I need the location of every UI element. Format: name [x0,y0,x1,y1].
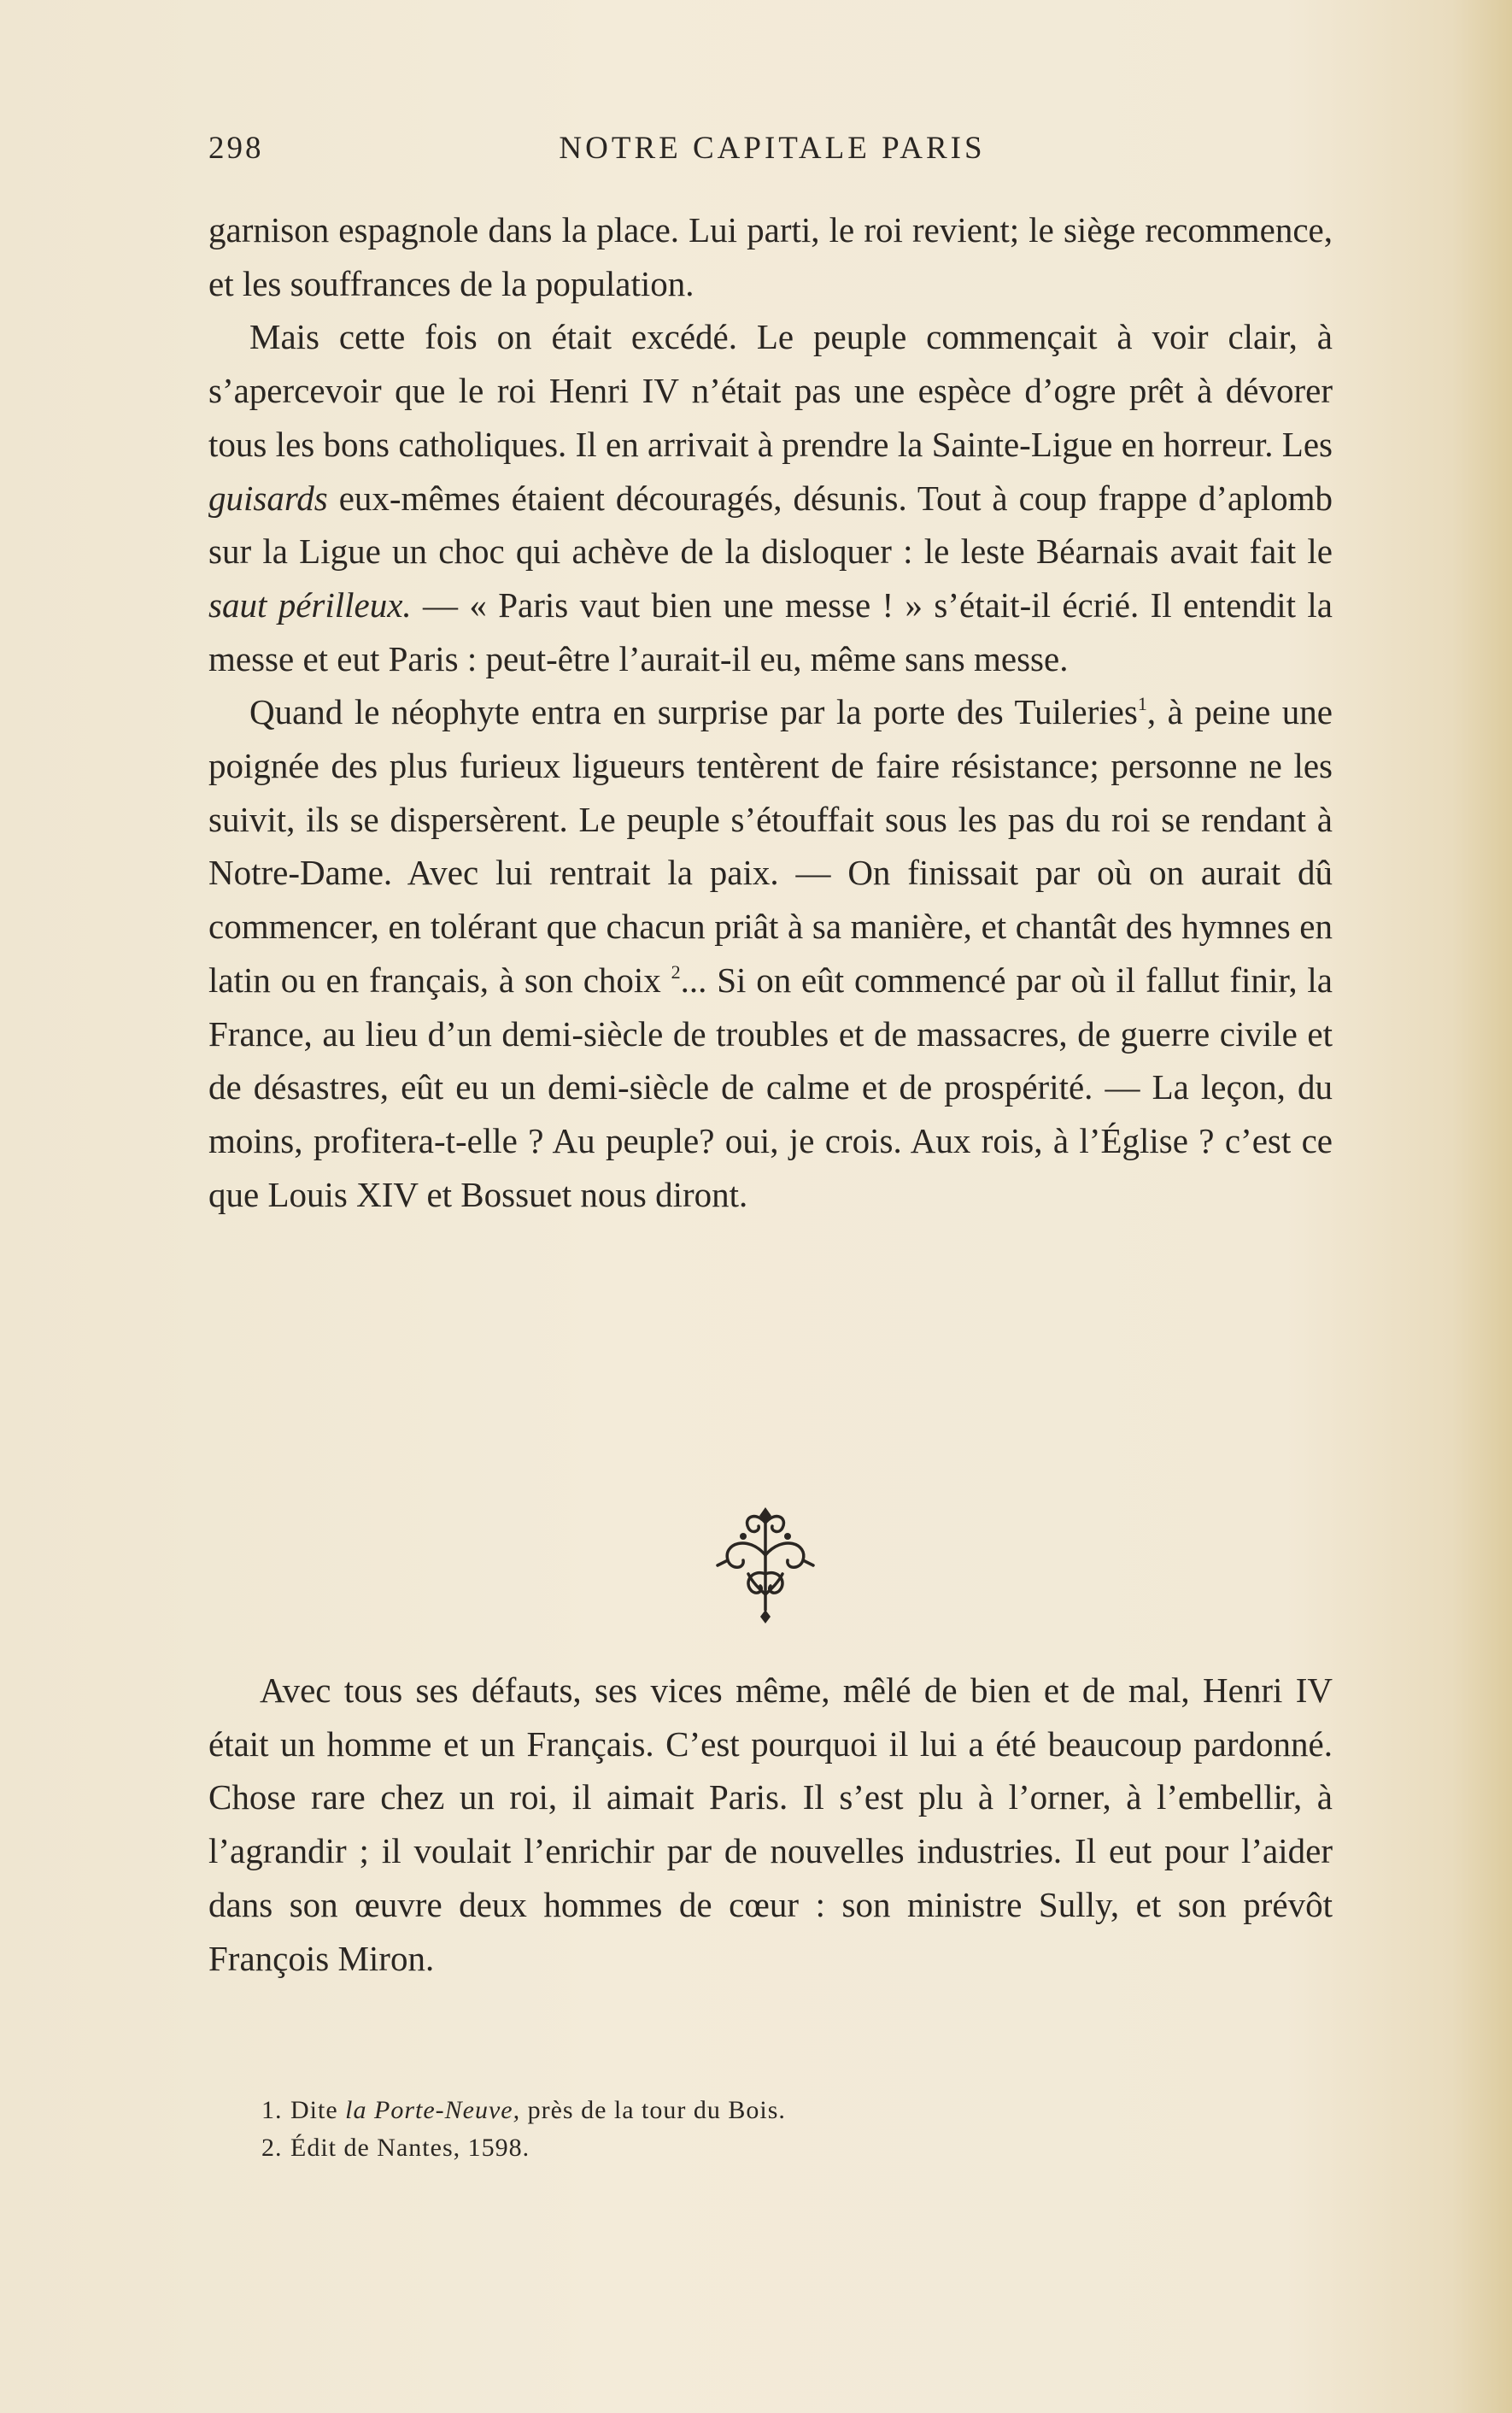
paragraph-4 [208,1664,1333,1985]
footnote-1-number: 1. [261,2096,283,2124]
running-head [208,130,1336,178]
page-number: 298 [208,131,264,166]
paragraph-1-text: garnison espagnole dans la place. Lui parti, le roi revient; le siège recommence, et les souffrances de la population. [208,210,1333,303]
paragraph-3-text-b: , à peine une poignée des plus furieux ligueurs tentèrent de faire résistance; personne ne les suivit, ils se dispersèrent. Le peuple s’étouffait sous les pas du roi se rendant à Notre-Dame. Avec lui rentrait la paix. — On finissait par où on aurait dû commencer, en tolérant que chacun priât à sa manière, et chantât des hymnes en latin ou en français, à son choix [208,692,1333,1000]
italic-guisards: guisards [208,478,328,518]
paragraph-2-text-a: Mais cette fois on était excédé. Le peuple commençait à voir clair, à s’apercevoir que le roi Henri IV n’était pas une espèce d’ogre prêt à dévorer tous les bons catholiques. Il en arrivait à prendre la Sainte-Ligue en horreur. Les [208,317,1333,464]
paragraph-1 [208,203,1333,310]
footnote-ref-1: 1 [1137,693,1147,715]
paragraph-2 [208,310,1333,685]
italic-saut-perilleux: saut périlleux. [208,584,412,625]
main-text-continued [208,1664,1333,1985]
running-title: NOTRE CAPITALE PARIS [559,131,986,166]
footnote-2-number: 2. [261,2134,283,2162]
footnote-2 [261,2129,1201,2167]
footnote-2-text: Édit de Nantes, 1598. [290,2134,530,2162]
footnotes [261,2092,1201,2167]
paragraph-3-text-a: Quand le néophyte entra en surprise par la porte des Tuileries [249,692,1138,732]
footnote-1-text-a: Dite [290,2096,346,2124]
fleuron-ornament-icon [714,1506,817,1625]
paragraph-3-text-c: ... Si on eût commencé par où il fallut finir, la France, au lieu d’un demi-siècle de troubles et de massacres, de guerre civile et de désastres, eût eu un demi-siècle de calme et de prospérité. — La leçon, du moins, profitera-t-elle ? Au peuple? oui, je crois. Aux rois, à l’Église ? c’est ce que Louis XIV et Bossuet nous diront. [208,960,1333,1214]
main-text [208,203,1333,1221]
footnote-ref-2: 2 [671,960,681,983]
footnote-1-italic: la Porte-Neuve, [345,2096,521,2124]
paragraph-4-text: Avec tous ses défauts, ses vices même, mêlé de bien et de mal, Henri IV était un homme et un Français. C’est pourquoi il lui a été beaucoup pardonné. Chose rare chez un roi, il aimait Paris. Il s’est plu à l’orner, à l’embellir, à l’agrandir ; il voulait l’enrichir par de nouvelles industries. Il eut pour l’aider dans son œuvre deux hommes de cœur : son ministre Sully, et son prévôt François Miron. [208,1670,1333,1978]
paragraph-3 [208,685,1333,1221]
footnote-1 [261,2092,1201,2129]
footnote-1-text-b: près de la tour du Bois. [520,2096,786,2124]
paragraph-2-text-c: — « Paris vaut bien une messe ! » s’était-il écrié. Il entendit la messe et eut Paris : peut-être l’aurait-il eu, même sans messe. [208,584,1333,678]
paragraph-2-text-b: eux-mêmes étaient découragés, désunis. Tout à coup frappe d’aplomb sur la Ligue un choc qui achève de la disloquer : le leste Béarnais avait fait le [208,478,1333,572]
